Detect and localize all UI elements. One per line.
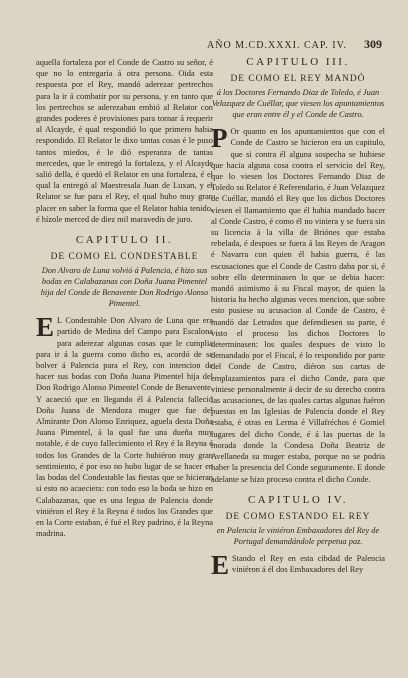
drop-cap: E [211,549,230,580]
chapter-heading: CAPITULO II. [75,234,174,247]
section-subtitle: á los Doctores Fernando Diaz de Toledo, é Juan Velazquez de Cuéllar, que viesen los apuntamientos que eran entre él y el Conde de Castro. [211,88,385,120]
paragraph-with-drop-cap [211,549,385,580]
paragraph: aquella fortaleza por el Conde de Castro su señor, é que no lo entregaria á otra persona. Oida esta respuesta por el Rey, mandó aderezar pertrechos para la ir á combatir por su persona, y en tanto que los pertrechos se aderezaban embió al Relator con grandes poderes é provisiones para tornar á requerir al Alcayde, é qual respondió lo que primero habia respondido. El Relator le dixo tantas cosas é le puso tantos miedos, é le dió esperanza de tantas mercedes, que le entregó la fortaleza, y el Alcayde salió della, é quedó el Relator en una fortaleza, é el qual la entregó al Maestresala Juan de Luxan, y el Relator se fue para el Rey, el qual hubo muy gran placer en saber la forma que el Relator habia tenido, é hízole merced de diez mil maravedis de juro. [36,58,213,224]
paragraph-with-drop-cap [36,312,213,539]
drop-cap: P [211,123,228,154]
section-title: DE COMO ESTANDO EL REY [225,511,371,522]
drop-cap: E [36,312,55,343]
paragraph-text: Stando el Rey en esta cibdad de Palencia viniéron á él dos Embaxadores del Rey [232,553,385,575]
section-title: DE COMO EL CONDESTABLE [50,252,199,263]
paragraph-with-drop-cap [211,123,385,485]
running-head-title: AÑO M.CD.XXXI. CAP. IV. [207,40,348,51]
running-head [0,37,408,56]
page-number: 309 [364,37,382,51]
chapter-heading: CAPITULO III. [246,56,350,68]
paragraph-text: L Condestable Don Alvaro de Luna que era partido de Medina del Campo para Escalona para aderezar algunas cosas que le cumplia para ir á la guerra como dicho es, acordó de se bolver á Palencia para el Rey, con intencion de hacer sus bodas con Doña Juana Pimentel hija del Don Rodrigo Alonso Pimentel Conde de Benavente. Y acaeció que en llegando él á Palencia falleció Doña Juana de Mendoza muger que fue del Almirante Don Alonso Enriquez, aguela desta Doña Juana Pimentel, á la qual fue una dueña muy notable, é de cuyo fallecimiento el Rey é la Reyna é todos los Grandes de la Corte hubiéron muy gran sentimiento, é por eso no hubo lugar de se hacer en las bodas del Condestable las fiestas que se hicieran si esto no acaeciera: con todo eso la boda se hizo en Calabazanas, que es una legua de Palencia donde viniéron el Rey é la Reyna é todos los Grandes que en la Corte estaban, é fué el Rey padrino, é la Reyna madrina. [36,316,213,539]
section-title: DE COMO EL REY MANDÓ [230,74,366,85]
right-column [211,56,385,580]
left-column [36,57,213,539]
section-subtitle: en Palencia le viniéron Embaxadores del Rey de Portugal demandándole perpetua paz. [216,525,380,546]
chapter-heading: CAPITULO IV. [247,493,349,506]
section-subtitle: Don Alvaro de Luna volvió á Palencia, é hizo sus bodas en Calabazanas con Doña Juana Pimentel hija del Conde de Benavente Don Rodrigo Alonso Pimentel. [40,266,209,309]
paragraph-text: Or quanto en los apuntamientos que con el Conde de Castro se hicieron era un capitulo, que si contra él alguna sospecha se hubiese que hacia alguna cosa contra el servicio del Rey, que lo viesen los Doctores Fernando Diaz de Toledo su Relator é Referendario, é Juan Velazquez de Cuéllar, mandó el Rey que los dichos Doctores viesen el llamamiento que él habia mandado hacer al Conde Castro, é como él no viniera y se fuera sin su licencia á la villa de Briónes que estaba rebelada, é despues se fuera á las Reyes de Aragon é Navarra con quien él habia guerra, é las escusaciones que el Conde de Castro daba por si, é sobre ello determinasen lo que se debia hacer: mandó asimismo á su Fiscal mayor, de quien la historia ha hecho algunas veces mencion, que sobre esto pusiese su acusacion al Conde de Castro, é mandó dar Letrados que defendiesen su parte, é visto el proceso los dichos Doctores lo determinasen: los quales despues de visto lo demandado por el Fiscal, é lo respondido por parte del Conde de Castro, diéron sus cartas de emplazamientos para el dicho Conde, para que viniese personalmente á decir de su derecho contra las acusaciones, de las quales cartas algunas fuéron puestas en las Iglesias de Palencia donde el Rey estaba, é otras en Lerma é Villafréchos é Gomiel lugares del dicho Conde, é á las puertas de la morada donde la Condesa Doña Beatriz de Avellaneda su muger estaba, porque no se podria haber la presencia del Conde seguramente. E donde adelante se hizo proceso contra el dicho Conde. [211,127,385,484]
